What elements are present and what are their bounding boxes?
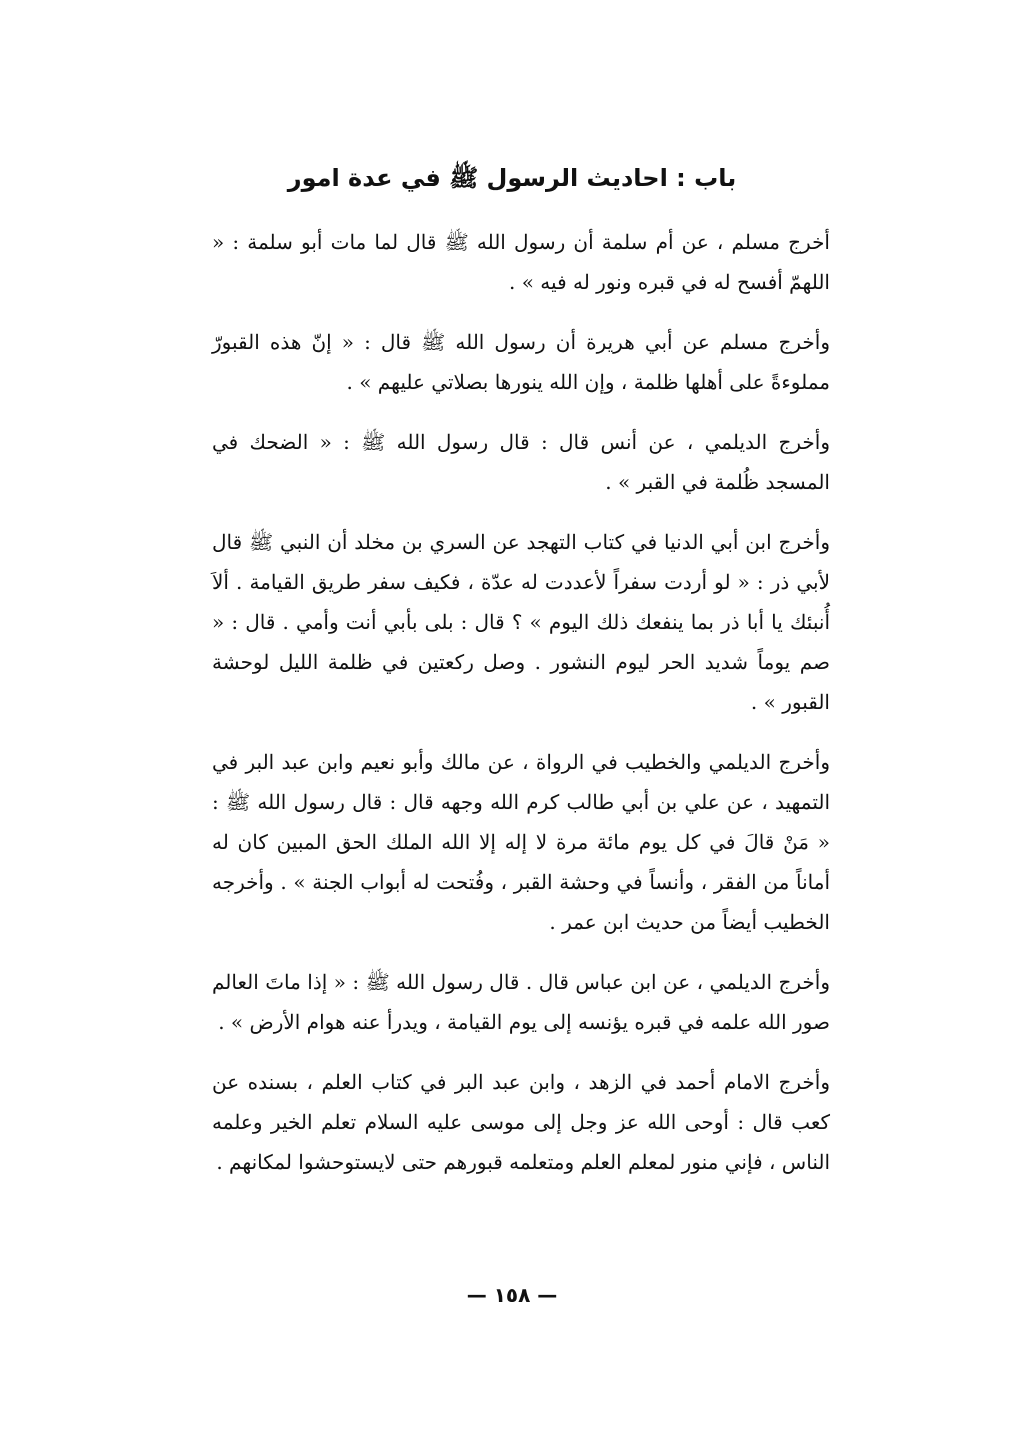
paragraph-2: وأخرج مسلم عن أبي هريرة أن رسول الله ﷺ قال : « إنّ هذه القبورّ مملوءةً على أهلها ظلمة ، وإن الله ينورها بصلاتي عليهم » . xyxy=(212,330,830,394)
paragraph-7: وأخرج الامام أحمد في الزهد ، وابن عبد البر في كتاب العلم ، بسنده عن كعب قال : أوحى الله عز وجل إلى موسى عليه السلام تعلم الخير وعلمه الناس ، فإني منور لمعلم العلم ومتعلمه قبورهم حتى لايستوحشوا لمكانهم . xyxy=(212,1070,830,1174)
paragraph-4: وأخرج ابن أبي الدنيا في كتاب التهجد عن السري بن مخلد أن النبي ﷺ قال لأبي ذر : « لو أردت سفراً لأعددت له عدّة ، فكيف سفر طريق القيامة . ألاَ أُنبئك يا أبا ذر بما ينفعك ذلك اليوم » ؟ قال : بلى بأبي أنت وأمي . قال : « صم يوماً شديد الحر ليوم النشور . وصل ركعتين في ظلمة الليل لوحشة القبور » . xyxy=(212,530,830,714)
paragraph-5: وأخرج الديلمي والخطيب في الرواة ، عن مالك وأبو نعيم وابن عبد البر في التمهيد ، عن علي بن أبي طالب كرم الله وجهه قال : قال رسول الله ﷺ : « مَنْ قالَ في كل يوم مائة مرة لا إله إلا الله الملك الحق المبين كان له أماناً من الفقر ، وأنساً في وحشة القبر ، وفُتحت له أبواب الجنة » . وأخرجه الخطيب أيضاً من حديث ابن عمر . xyxy=(212,750,831,934)
paragraph-6: وأخرج الديلمي ، عن ابن عباس قال . قال رسول الله ﷺ : « إذا ماتَ العالم صور الله علمه في قبره يؤنسه إلى يوم القيامة ، ويدرأ عنه هوام الأرض » . xyxy=(212,970,830,1034)
page-number: — ١٥٨ — xyxy=(466,1283,558,1307)
page-body xyxy=(212,222,830,1202)
paragraph-1: أخرج مسلم ، عن أم سلمة أن رسول الله ﷺ قال لما مات أبو سلمة : « اللهمّ أفسح له في قبره ونور له فيه » . xyxy=(212,230,830,294)
paragraph-3: وأخرج الديلمي ، عن أنس قال : قال رسول الله ﷺ : « الضحك في المسجد ظُلمة في القبر » . xyxy=(212,430,830,494)
chapter-heading: باب : احاديث الرسول ﷺ في عدة امور xyxy=(287,164,737,192)
